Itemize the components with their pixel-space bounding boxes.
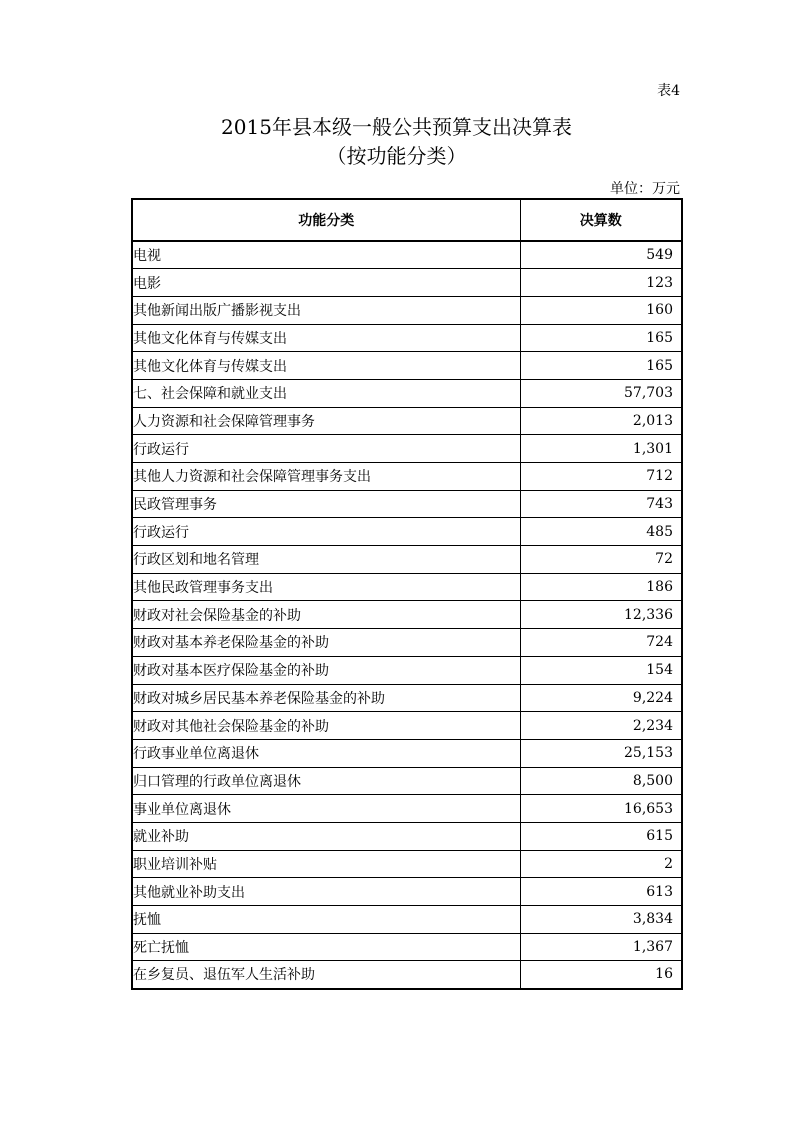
row-amount-value: 743: [520, 490, 682, 518]
table-row: [132, 573, 682, 601]
row-category-label: 归口管理的行政单位离退休: [132, 767, 520, 795]
row-category-label: 行政运行: [132, 518, 520, 546]
row-category-label: 七、社会保障和就业支出: [132, 379, 520, 407]
row-amount-value: 613: [520, 878, 682, 906]
row-category-label: 人力资源和社会保障管理事务: [132, 407, 520, 435]
table-row: [132, 795, 682, 823]
row-amount-value: 186: [520, 573, 682, 601]
row-category-label: 其他新闻出版广播影视支出: [132, 296, 520, 324]
table-row: [132, 546, 682, 574]
table-row: [132, 296, 682, 324]
row-category-label: 财政对城乡居民基本养老保险基金的补助: [132, 684, 520, 712]
table-row: [132, 490, 682, 518]
table-row: [132, 906, 682, 934]
row-category-label: 财政对社会保险基金的补助: [132, 601, 520, 629]
row-amount-value: 25,153: [520, 739, 682, 767]
table-row: [132, 324, 682, 352]
row-amount-value: 8,500: [520, 767, 682, 795]
row-category-label: 抚恤: [132, 906, 520, 934]
row-category-label: 其他文化体育与传媒支出: [132, 324, 520, 352]
table-row: [132, 822, 682, 850]
row-amount-value: 615: [520, 822, 682, 850]
row-category-label: 行政区划和地名管理: [132, 546, 520, 574]
table-row: [132, 712, 682, 740]
row-amount-value: 1,301: [520, 435, 682, 463]
table-row: [132, 850, 682, 878]
row-amount-value: 72: [520, 546, 682, 574]
row-category-label: 职业培训补贴: [132, 850, 520, 878]
unit-label: 单位：万元: [610, 181, 680, 197]
row-category-label: 财政对基本养老保险基金的补助: [132, 629, 520, 657]
row-amount-value: 16: [520, 961, 682, 989]
row-amount-value: 485: [520, 518, 682, 546]
table-row: [132, 379, 682, 407]
row-amount-value: 154: [520, 656, 682, 684]
table-row: [132, 684, 682, 712]
page-subtitle: （按功能分类）: [326, 144, 467, 168]
row-amount-value: 2: [520, 850, 682, 878]
row-amount-value: 16,653: [520, 795, 682, 823]
row-amount-value: 712: [520, 463, 682, 491]
row-amount-value: 724: [520, 629, 682, 657]
row-amount-value: 2,234: [520, 712, 682, 740]
table-row: [132, 463, 682, 491]
table-row: [132, 407, 682, 435]
row-category-label: 其他人力资源和社会保障管理事务支出: [132, 463, 520, 491]
table-row: [132, 518, 682, 546]
row-amount-value: 3,834: [520, 906, 682, 934]
table-row: [132, 933, 682, 961]
page-title: 2015年县本级一般公共预算支出决算表: [221, 115, 572, 139]
row-category-label: 行政事业单位离退休: [132, 739, 520, 767]
table-row: [132, 352, 682, 380]
row-amount-value: 12,336: [520, 601, 682, 629]
table-row: [132, 269, 682, 297]
row-category-label: 在乡复员、退伍军人生活补助: [132, 961, 520, 989]
row-amount-value: 1,367: [520, 933, 682, 961]
row-amount-value: 57,703: [520, 379, 682, 407]
row-amount-value: 9,224: [520, 684, 682, 712]
row-category-label: 财政对其他社会保险基金的补助: [132, 712, 520, 740]
row-category-label: 其他民政管理事务支出: [132, 573, 520, 601]
row-category-label: 行政运行: [132, 435, 520, 463]
row-amount-value: 2,013: [520, 407, 682, 435]
row-category-label: 事业单位离退休: [132, 795, 520, 823]
row-category-label: 其他就业补助支出: [132, 878, 520, 906]
table-row: [132, 435, 682, 463]
table-row: [132, 656, 682, 684]
row-category-label: 财政对基本医疗保险基金的补助: [132, 656, 520, 684]
table-row: [132, 601, 682, 629]
budget-table: [131, 198, 683, 990]
row-category-label: 死亡抚恤: [132, 933, 520, 961]
table-row: [132, 241, 682, 269]
row-category-label: 电影: [132, 269, 520, 297]
table-row: [132, 739, 682, 767]
row-category-label: 电视: [132, 241, 520, 269]
row-amount-value: 165: [520, 324, 682, 352]
row-amount-value: 549: [520, 241, 682, 269]
row-category-label: 民政管理事务: [132, 490, 520, 518]
table-row: [132, 629, 682, 657]
row-amount-value: 160: [520, 296, 682, 324]
table-row: [132, 878, 682, 906]
column-header-category: 功能分类: [132, 199, 520, 241]
table-row: [132, 767, 682, 795]
row-category-label: 其他文化体育与传媒支出: [132, 352, 520, 380]
table-body: [132, 241, 682, 989]
row-amount-value: 123: [520, 269, 682, 297]
table-row: [132, 961, 682, 989]
column-header-amount: 决算数: [520, 199, 682, 241]
table-number: 表4: [657, 83, 680, 99]
table-header-row: [132, 199, 682, 241]
row-category-label: 就业补助: [132, 822, 520, 850]
row-amount-value: 165: [520, 352, 682, 380]
